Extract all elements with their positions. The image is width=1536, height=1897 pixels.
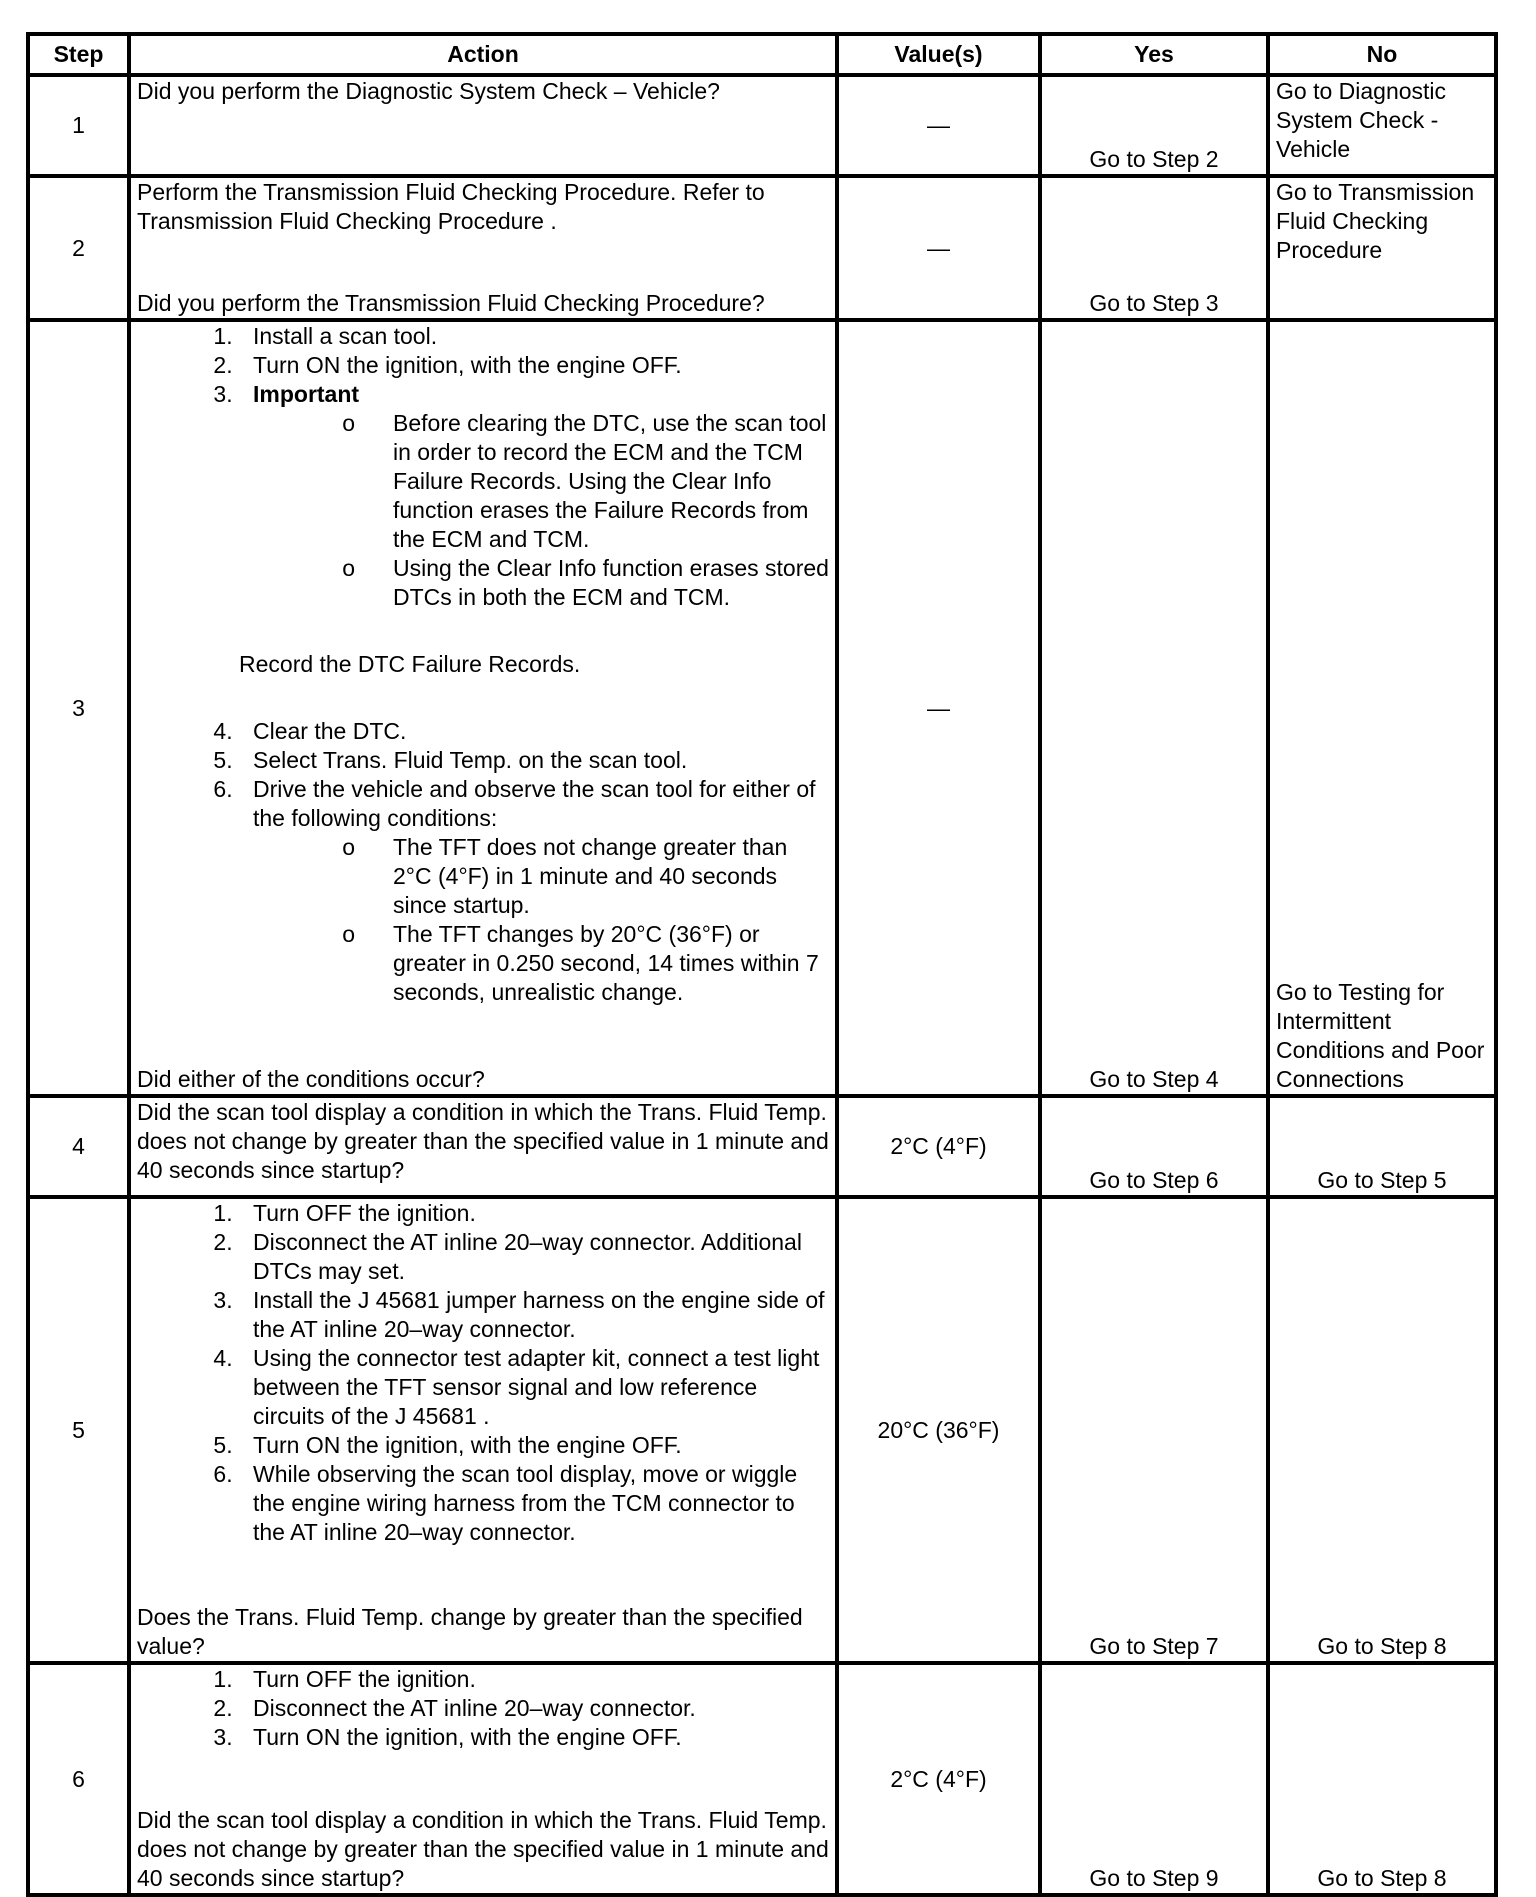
action-cell bbox=[129, 1663, 837, 1895]
bullet-item: o Using the Clear Info function erases stored DTCs in both the ECM and TCM. bbox=[355, 554, 829, 612]
action-cell bbox=[129, 1197, 837, 1663]
no-cell: Go to Step 8 bbox=[1268, 1197, 1496, 1663]
header-row bbox=[28, 34, 1496, 75]
yes-cell: Go to Step 6 bbox=[1040, 1096, 1268, 1197]
condition-bullets bbox=[253, 833, 829, 1007]
record-note: Record the DTC Failure Records. bbox=[239, 651, 581, 677]
table-row bbox=[28, 1096, 1496, 1197]
action-intro: Perform the Transmission Fluid Checking Procedure. Refer to Transmission Fluid Checking Procedure . bbox=[137, 179, 765, 234]
table-row bbox=[28, 320, 1496, 1096]
action-question: Did the scan tool display a condition in which the Trans. Fluid Temp. does not change by greater than the specified value in 1 minute and 40 seconds since startup? bbox=[137, 1099, 829, 1183]
value-cell: — bbox=[837, 176, 1040, 320]
action-step bbox=[239, 775, 829, 1007]
action-step: 4. Using the connector test adapter kit, connect a test light between the TFT sensor signal and low reference circuits of the J 45681 . bbox=[239, 1344, 829, 1431]
yes-cell: Go to Step 4 bbox=[1040, 320, 1268, 1096]
step-number: 1 bbox=[28, 75, 129, 176]
step-number: 6 bbox=[28, 1663, 129, 1895]
step-number: 5 bbox=[28, 1197, 129, 1663]
action-step: 1. Install a scan tool. bbox=[239, 322, 829, 351]
action-step: 1. Turn OFF the ignition. bbox=[239, 1199, 829, 1228]
header-step: Step bbox=[28, 34, 129, 75]
action-question: Did you perform the Transmission Fluid Checking Procedure? bbox=[137, 290, 765, 316]
header-action: Action bbox=[129, 34, 837, 75]
table-row bbox=[28, 1663, 1496, 1895]
step-number: 2 bbox=[28, 176, 129, 320]
action-cell bbox=[129, 176, 837, 320]
yes-cell: Go to Step 7 bbox=[1040, 1197, 1268, 1663]
yes-cell: Go to Step 9 bbox=[1040, 1663, 1268, 1895]
important-label: Important bbox=[253, 381, 360, 407]
value-cell: — bbox=[837, 320, 1040, 1096]
action-step: 3. Install the J 45681 jumper harness on the engine side of the AT inline 20–way connector. bbox=[239, 1286, 829, 1344]
value-cell: — bbox=[837, 75, 1040, 176]
action-step: 4. Clear the DTC. bbox=[239, 717, 829, 746]
value-cell: 2°C (4°F) bbox=[837, 1096, 1040, 1197]
bullet-item: o The TFT changes by 20°C (36°F) or greater in 0.250 second, 14 times within 7 seconds, unrealistic change. bbox=[355, 920, 829, 1007]
action-question: Did either of the conditions occur? bbox=[137, 1066, 485, 1092]
action-question: Does the Trans. Fluid Temp. change by greater than the specified value? bbox=[137, 1604, 803, 1659]
action-step: 5. Turn ON the ignition, with the engine OFF. bbox=[239, 1431, 829, 1460]
action-cell bbox=[129, 320, 837, 1096]
header-yes: Yes bbox=[1040, 34, 1268, 75]
bullet-item: o The TFT does not change greater than 2°C (4°F) in 1 minute and 40 seconds since startup. bbox=[355, 833, 829, 920]
diagnostic-table-document bbox=[26, 32, 1494, 1897]
action-step: 2. Disconnect the AT inline 20–way connector. Additional DTCs may set. bbox=[239, 1228, 829, 1286]
action-step: 2. Disconnect the AT inline 20–way connector. bbox=[239, 1694, 829, 1723]
action-step-text: Drive the vehicle and observe the scan tool for either of the following conditions: bbox=[253, 776, 816, 831]
step-number: 4 bbox=[28, 1096, 129, 1197]
bullet-item: o Before clearing the DTC, use the scan tool in order to record the ECM and the TCM Failure Records. Using the Clear Info function erases the Failure Records from the ECM and TCM. bbox=[355, 409, 829, 554]
action-steps bbox=[137, 1665, 829, 1752]
action-step: 2. Turn ON the ignition, with the engine OFF. bbox=[239, 351, 829, 380]
table-row bbox=[28, 1197, 1496, 1663]
action-step bbox=[239, 380, 829, 612]
no-cell: Go to Transmission Fluid Checking Procedure bbox=[1268, 176, 1496, 320]
yes-cell: Go to Step 3 bbox=[1040, 176, 1268, 320]
table-row bbox=[28, 176, 1496, 320]
action-step: 1. Turn OFF the ignition. bbox=[239, 1665, 829, 1694]
action-steps bbox=[137, 717, 829, 1007]
action-steps bbox=[137, 322, 829, 612]
no-cell: Go to Step 8 bbox=[1268, 1663, 1496, 1895]
action-question: Did the scan tool display a condition in which the Trans. Fluid Temp. does not change by greater than the specified value in 1 minute and 40 seconds since startup? bbox=[137, 1807, 829, 1891]
action-step: 3. Turn ON the ignition, with the engine OFF. bbox=[239, 1723, 829, 1752]
action-step: 6. While observing the scan tool display, move or wiggle the engine wiring harness from the TCM connector to the AT inline 20–way connector. bbox=[239, 1460, 829, 1547]
action-steps bbox=[137, 1199, 829, 1547]
value-cell: 2°C (4°F) bbox=[837, 1663, 1040, 1895]
no-cell: Go to Testing for Intermittent Conditions and Poor Connections bbox=[1268, 320, 1496, 1096]
important-bullets bbox=[253, 409, 829, 612]
action-question: Did you perform the Diagnostic System Check – Vehicle? bbox=[137, 78, 720, 104]
value-cell: 20°C (36°F) bbox=[837, 1197, 1040, 1663]
yes-cell: Go to Step 2 bbox=[1040, 75, 1268, 176]
table-row bbox=[28, 75, 1496, 176]
diagnostic-table bbox=[26, 32, 1498, 1897]
header-no: No bbox=[1268, 34, 1496, 75]
header-values: Value(s) bbox=[837, 34, 1040, 75]
no-cell: Go to Step 5 bbox=[1268, 1096, 1496, 1197]
action-cell bbox=[129, 75, 837, 176]
action-cell bbox=[129, 1096, 837, 1197]
no-cell: Go to Diagnostic System Check - Vehicle bbox=[1268, 75, 1496, 176]
action-step: 5. Select Trans. Fluid Temp. on the scan tool. bbox=[239, 746, 829, 775]
step-number: 3 bbox=[28, 320, 129, 1096]
